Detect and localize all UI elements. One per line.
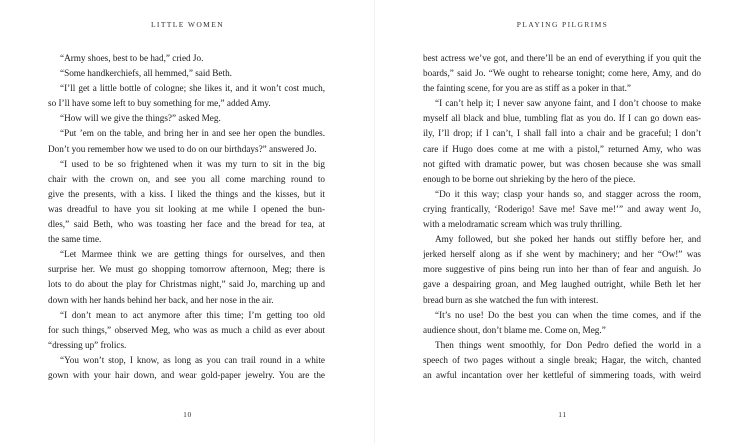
text-line: the fainting scene, for you are as stiff as a poker in that.” xyxy=(423,83,632,94)
text-line: so I’ll have some left to buy something for me,” added Amy. xyxy=(48,98,271,109)
running-header-right: PLAYING PILGRIMS xyxy=(516,20,609,29)
text-line: dles,” said Beth, who was toasting her face and the bread for tea, at xyxy=(48,219,325,230)
text-line: “Let Marmee think we are getting things for ourselves, and then xyxy=(60,249,325,260)
text-line: not gifted with dramatic power, but was chosen because she was small xyxy=(423,158,701,169)
text-line: “Put ’em on the table, and bring her in and see her open the bundles. xyxy=(60,128,325,139)
text-line: “dressing up” frolics. xyxy=(48,339,127,350)
text-line: myself all black and blue, tumbling flat as you do. If I can go down eas- xyxy=(423,113,701,124)
text-line: crying frantically, ‘Roderigo! Save me! Save me!’” and away went Jo, xyxy=(423,203,701,214)
text-line: with a melodramatic scream which was truly thrilling. xyxy=(423,219,623,230)
text-line: “How will we give the things?” asked Meg. xyxy=(60,113,221,124)
text-line: Don’t you remember how we used to do on our birthdays?” answered Jo. xyxy=(48,143,317,154)
text-line: surprise her. We must go shopping tomorrow afternoon, Meg; there is xyxy=(48,264,325,275)
text-line: best actress we’ve got, and there’ll be an end of everything if you quit the xyxy=(423,53,701,63)
text-line: audience shout, don’t blame me. Come on, Meg.” xyxy=(423,324,606,335)
text-line: boards,” said Jo. “We ought to rehearse tonight; come here, Amy, and do xyxy=(423,68,701,79)
text-line: an awful incantation over her kettleful of simmering toads, with weird xyxy=(423,369,701,380)
text-line: speech of two pages without a single break; Hagar, the witch, chanted xyxy=(423,354,701,365)
text-line: “Army shoes, best to be had,” cried Jo. xyxy=(60,53,204,63)
text-line: chair with the crown on, and see you all come marching round to xyxy=(48,173,325,184)
text-line: lots to do about the play for Christmas night,” said Jo, marching up and xyxy=(48,279,325,290)
page-number-left: 10 xyxy=(183,410,192,419)
text-line: gave a despairing groan, and Meg laughed outright, while Beth let her xyxy=(423,279,701,290)
text-line: “I’ll get a little bottle of cologne; she likes it, and it won’t cost much, xyxy=(60,83,325,94)
text-line: “I don’t mean to act anymore after this time; I’m getting too old xyxy=(60,309,325,320)
text-line: the same time. xyxy=(48,234,102,245)
text-line: more suggestive of pins being run into her than of fear and anguish. Jo xyxy=(423,264,701,275)
text-line: down with her hands behind her back, and her nose in the air. xyxy=(48,294,274,305)
left-page-text xyxy=(48,51,325,383)
text-line: enough to be borne out shrieking by the hero of the piece. xyxy=(423,173,636,184)
text-line: “You won’t stop, I know, as long as you can trail round in a white xyxy=(60,354,325,365)
text-line: Amy followed, but she poked her hands out stiffly before her, and xyxy=(435,234,701,245)
text-line: Then things went smoothly, for Don Pedro defied the world in a xyxy=(435,339,701,350)
text-line: “Some handkerchiefs, all hemmed,” said Beth. xyxy=(60,68,232,79)
text-line: jerked herself along as if she went by machinery; and her “Ow!” was xyxy=(423,249,701,260)
text-line: “It’s no use! Do the best you can when the time comes, and if the xyxy=(435,309,701,320)
running-header-left: LITTLE WOMEN xyxy=(150,20,225,29)
text-line: give the presents, with a kiss. I liked the things and the kisses, but it xyxy=(48,188,325,199)
text-line: “I used to be so frightened when it was my turn to sit in the big xyxy=(60,158,325,169)
right-page-text xyxy=(423,51,701,383)
page-number-right: 11 xyxy=(558,410,567,419)
text-line: “Do it this way; clasp your hands so, and stagger across the room, xyxy=(435,188,701,199)
text-line: gown with your hair down, and wear gold-paper jewelry. You are the xyxy=(48,369,325,380)
text-line: bread burn as she watched the fun with interest. xyxy=(423,294,599,305)
text-line: ily, I’ll drop; if I can’t, I shall fall into a chair and be graceful; I don’t xyxy=(423,128,701,139)
text-line: “I can’t help it; I never saw anyone faint, and I don’t choose to make xyxy=(435,98,701,109)
right-page xyxy=(375,0,750,443)
text-line: care if Hugo does come at me with a pistol,” returned Amy, who was xyxy=(423,143,701,154)
text-line: was dreadful to have you sit looking at me while I opened the bun- xyxy=(48,203,325,214)
text-line: for such things,” observed Meg, who was as much a child as ever about xyxy=(48,324,325,335)
